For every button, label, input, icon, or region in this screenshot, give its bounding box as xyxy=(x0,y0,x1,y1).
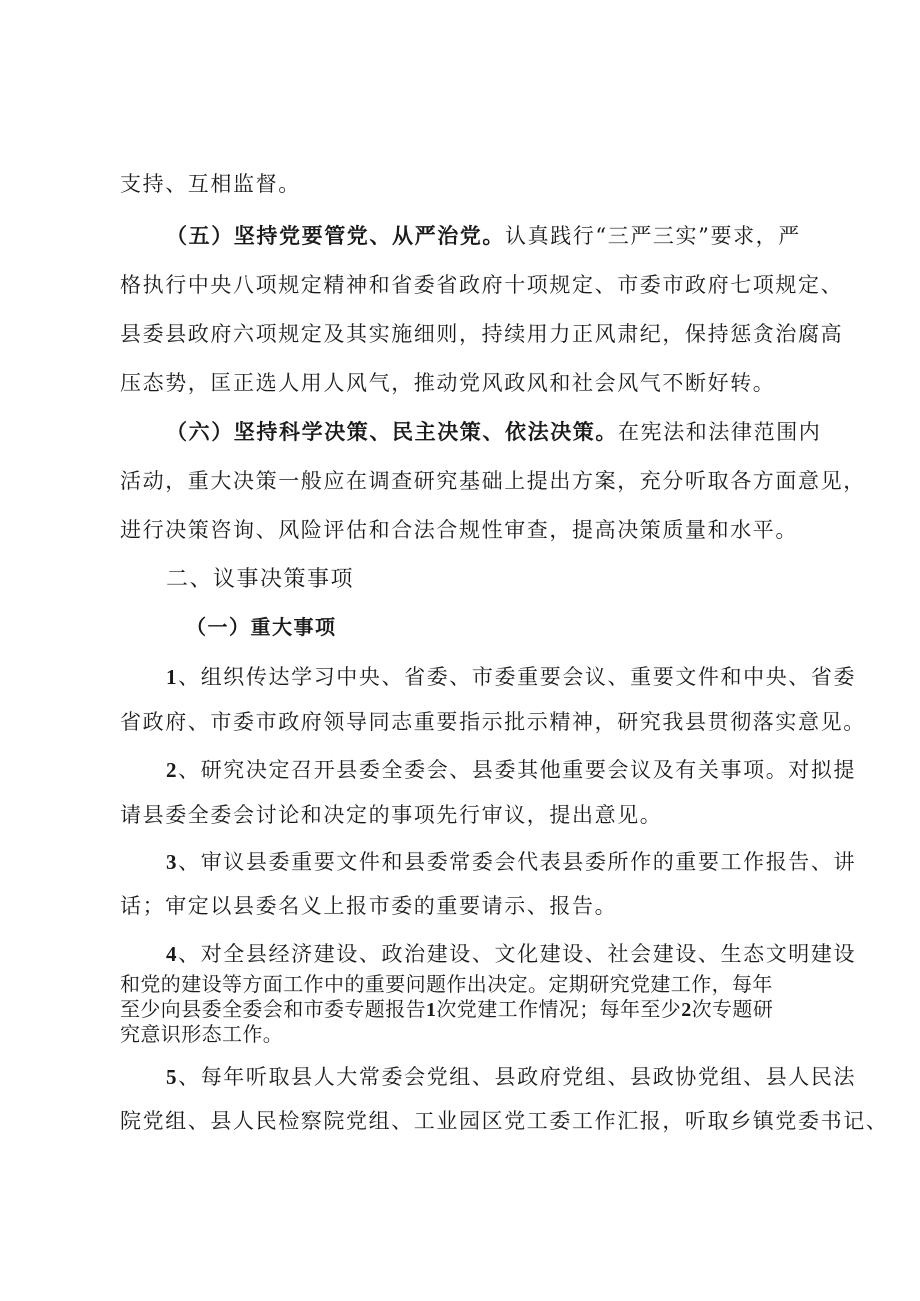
item-text: 至少向县委全委会和市委专题报告 xyxy=(120,997,426,1021)
list-item-line xyxy=(166,940,866,968)
item-text: 、每年听取县人大常委会党组、县政府党组、县政协党组、县人民法 xyxy=(178,1065,857,1089)
paragraph-lead: （六）坚持科学决策、民主决策、依法决策。 xyxy=(166,420,618,444)
inline-number: 2 xyxy=(681,999,692,1021)
subsection-heading: （一）重大事项 xyxy=(186,615,337,639)
paragraph-text: 在宪法和法律范围内 xyxy=(618,420,822,444)
list-item-line: 话；审定以县委名义上报市委的重要请示、报告。 xyxy=(120,894,618,918)
paragraph-line xyxy=(166,222,866,250)
item-text: 、对全县经济建设、政治建设、文化建设、社会建设、生态文明建设 xyxy=(178,942,857,966)
item-number: 3 xyxy=(166,850,179,874)
paragraph-line: 支持、互相监督。 xyxy=(120,172,301,196)
item-text: 次党建工作情况；每年至少 xyxy=(436,997,682,1021)
item-text: 、组织传达学习中央、省委、市委重要会议、重要文件和中央、省委 xyxy=(178,665,857,689)
item-number: 4 xyxy=(166,942,179,966)
list-item-line: 院党组、县人民检察院党组、工业园区党工委工作汇报，听取乡镇党委书记、 xyxy=(120,1109,889,1133)
paragraph-lead: （五）坚持党要管党、从严治党。 xyxy=(166,224,505,248)
paragraph-line: 进行决策咨询、风险评估和合法合规性审查，提高决策质量和水平。 xyxy=(120,518,798,542)
list-item-line: 和党的建设等方面工作中的重要问题作出决定。定期研究党建工作，每年 xyxy=(120,972,773,996)
list-item-line xyxy=(166,1063,866,1091)
list-item-line xyxy=(120,997,820,1022)
item-text: 、审议县委重要文件和县委常委会代表县委所作的重要工作报告、讲 xyxy=(178,850,857,874)
section-heading: 二、议事决策事项 xyxy=(166,567,355,592)
item-number: 1 xyxy=(166,665,179,689)
list-item-line xyxy=(166,663,866,691)
item-number: 5 xyxy=(166,1065,179,1089)
item-number: 2 xyxy=(166,758,179,782)
list-item-line: 究意识形态工作。 xyxy=(120,1022,284,1046)
list-item-line: 请县委全委会讨论和决定的事项先行审议，提出意见。 xyxy=(120,803,663,827)
list-item-line xyxy=(166,756,866,784)
paragraph-line: 格执行中央八项规定精神和省委省政府十项规定、市委市政府七项规定、 xyxy=(120,273,844,297)
paragraph-text: 认真践行“三严三实”要求，严 xyxy=(505,224,801,248)
list-item-line xyxy=(166,848,866,876)
paragraph-line xyxy=(166,418,866,446)
inline-number: 1 xyxy=(426,999,437,1021)
paragraph-line: 县委县政府六项规定及其实施细则，持续用力正风肃纪，保持惩贪治腐高 xyxy=(120,322,844,346)
paragraph-line: 活动，重大决策一般应在调查研究基础上提出方案，充分听取各方面意见， xyxy=(120,469,866,493)
paragraph-line: 压态势，匡正选人用人风气，推动党风政风和社会风气不断好转。 xyxy=(120,371,776,395)
item-text: 次专题研 xyxy=(691,997,774,1021)
list-item-line: 省政府、市委市政府领导同志重要指示批示精神，研究我县贯彻落实意见。 xyxy=(120,710,866,734)
item-text: 、研究决定召开县委全委会、县委其他重要会议及有关事项。对拟提 xyxy=(178,758,857,782)
